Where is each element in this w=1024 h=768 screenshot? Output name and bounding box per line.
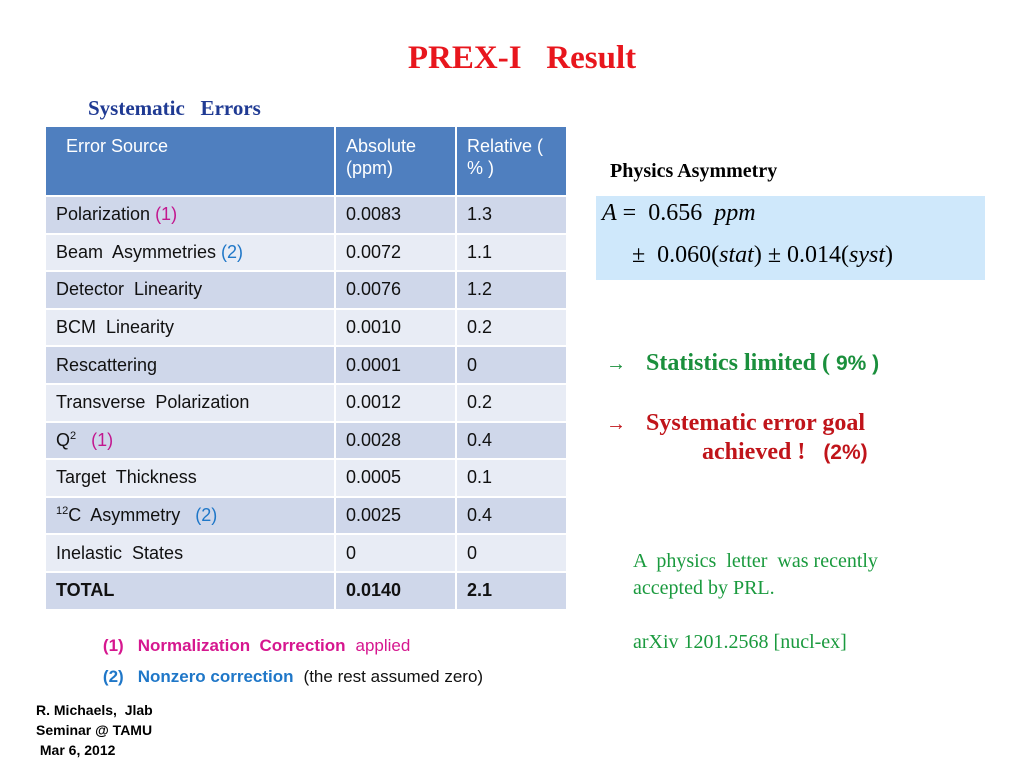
prl-note-line-2: accepted by PRL.	[633, 577, 775, 599]
header-error-source-label: Error Source	[66, 136, 169, 156]
table-row	[45, 572, 567, 610]
cell-absolute: 0.0025	[335, 497, 456, 535]
cell-relative: 0	[456, 534, 567, 572]
prl-note-gap	[633, 602, 878, 629]
cell-relative: 0	[456, 346, 567, 384]
cell-absolute: 0.0076	[335, 271, 456, 309]
systematic-errors-heading: Systematic Errors	[88, 96, 261, 120]
bullet-systematic-goal	[606, 410, 868, 466]
cell-relative: 0.1	[456, 459, 567, 497]
table-row	[45, 384, 567, 422]
cell-error-source	[45, 459, 335, 497]
cell-absolute: 0	[335, 534, 456, 572]
cell-error-source	[45, 572, 335, 610]
cell-relative: 0.4	[456, 422, 567, 460]
table-row	[45, 422, 567, 460]
table-row	[45, 459, 567, 497]
correction-tag: (1)	[155, 204, 178, 225]
cell-absolute: 0.0005	[335, 459, 456, 497]
footnote-2-rest: (the rest assumed zero)	[303, 667, 484, 686]
footnote-2-number: (2)	[102, 667, 124, 686]
source-label: BCM Linearity	[56, 317, 175, 338]
cell-absolute: 0.0072	[335, 234, 456, 272]
cell-error-source	[45, 497, 335, 535]
table-row	[45, 196, 567, 234]
source-label: Target Thickness	[56, 467, 197, 488]
stat-label: stat	[719, 242, 754, 268]
prl-note-line-1: A physics letter was recently	[633, 550, 878, 572]
bullet-2-line-1: Systematic error goal	[646, 410, 866, 436]
cell-relative: 1.3	[456, 196, 567, 234]
table-row	[45, 497, 567, 535]
bullet-1-percent: 9% )	[835, 352, 880, 375]
syst-error: ) ± 0.014(	[753, 242, 850, 268]
cell-error-source	[45, 422, 335, 460]
cell-relative: 1.1	[456, 234, 567, 272]
source-label: Q	[56, 429, 71, 450]
source-label: Transverse Polarization	[56, 392, 250, 413]
bullet-1-text: Statistics limited (	[646, 350, 836, 376]
header-absolute: Absolute (ppm)	[335, 126, 456, 196]
asymmetry-symbol: A	[602, 200, 617, 226]
header-relative: Relative ( % )	[456, 126, 567, 196]
footnote-1-label: Normalization Correction	[137, 636, 346, 655]
cell-error-source	[45, 234, 335, 272]
credit-line-3: Mar 6, 2012	[36, 742, 116, 758]
cell-relative: 2.1	[456, 572, 567, 610]
cell-relative: 0.2	[456, 384, 567, 422]
superscript: 2	[70, 429, 77, 442]
author-credit	[36, 700, 153, 760]
table-row	[45, 346, 567, 384]
bullet-statistics-limited	[606, 350, 879, 377]
table-row	[45, 271, 567, 309]
cell-absolute: 0.0028	[335, 422, 456, 460]
table-row	[45, 534, 567, 572]
slide-title: PREX-I Result	[407, 40, 637, 76]
cell-absolute: 0.0001	[335, 346, 456, 384]
footnote-1-rest: applied	[355, 636, 411, 655]
cell-absolute: 0.0010	[335, 309, 456, 347]
cell-relative: 0.2	[456, 309, 567, 347]
credit-line-1: R. Michaels, Jlab	[36, 702, 153, 718]
cell-relative: 0.4	[456, 497, 567, 535]
systematic-errors-table	[44, 125, 568, 611]
cell-error-source	[45, 384, 335, 422]
source-label: Beam Asymmetries	[56, 241, 222, 262]
bullet-2-percent: (2%)	[823, 441, 868, 464]
arrow-right-icon: →	[606, 413, 626, 435]
asymmetry-value: = 0.656	[616, 200, 715, 226]
stat-error: ± 0.060(	[632, 242, 720, 268]
source-label: Inelastic States	[56, 542, 184, 563]
table-row	[45, 234, 567, 272]
footnote-2-label: Nonzero correction	[137, 667, 294, 686]
cell-relative: 1.2	[456, 271, 567, 309]
source-label: Rescattering	[56, 354, 158, 375]
correction-tag: (1)	[91, 429, 114, 450]
correction-tag: (2)	[221, 241, 244, 262]
cell-absolute: 0.0012	[335, 384, 456, 422]
syst-label: syst	[849, 242, 886, 268]
prl-note	[633, 548, 878, 656]
bullet-2-line-2	[702, 439, 868, 466]
asymmetry-result-box	[596, 196, 985, 280]
footnote-1-number: (1)	[102, 636, 124, 655]
cell-error-source	[45, 196, 335, 234]
bullet-2-achieved: achieved !	[702, 439, 824, 465]
source-label: C Asymmetry	[68, 505, 196, 526]
cell-error-source	[45, 346, 335, 384]
table-row	[45, 309, 567, 347]
arrow-right-icon: →	[606, 353, 626, 375]
source-label: TOTAL	[56, 580, 115, 601]
table-body	[45, 196, 567, 610]
asymmetry-unit: ppm	[714, 200, 756, 226]
table-header-row	[45, 126, 567, 196]
arxiv-reference: arXiv 1201.2568 [nucl-ex]	[633, 631, 847, 653]
asymmetry-line-2	[632, 242, 893, 269]
source-label: Polarization	[56, 204, 156, 225]
credit-line-2: Seminar @ TAMU	[36, 722, 153, 738]
header-error-source	[45, 126, 335, 196]
close-paren: )	[885, 242, 894, 268]
cell-error-source	[45, 309, 335, 347]
cell-absolute: 0.0140	[335, 572, 456, 610]
correction-tag: (2)	[195, 505, 218, 526]
cell-absolute: 0.0083	[335, 196, 456, 234]
cell-error-source	[45, 534, 335, 572]
physics-asymmetry-heading: Physics Asymmetry	[610, 160, 778, 182]
footnote-1	[84, 616, 483, 655]
cell-error-source	[45, 271, 335, 309]
superscript: 12	[56, 505, 69, 518]
footnotes	[84, 616, 484, 686]
asymmetry-line-1	[602, 200, 756, 227]
source-label: Detector Linearity	[56, 279, 203, 300]
